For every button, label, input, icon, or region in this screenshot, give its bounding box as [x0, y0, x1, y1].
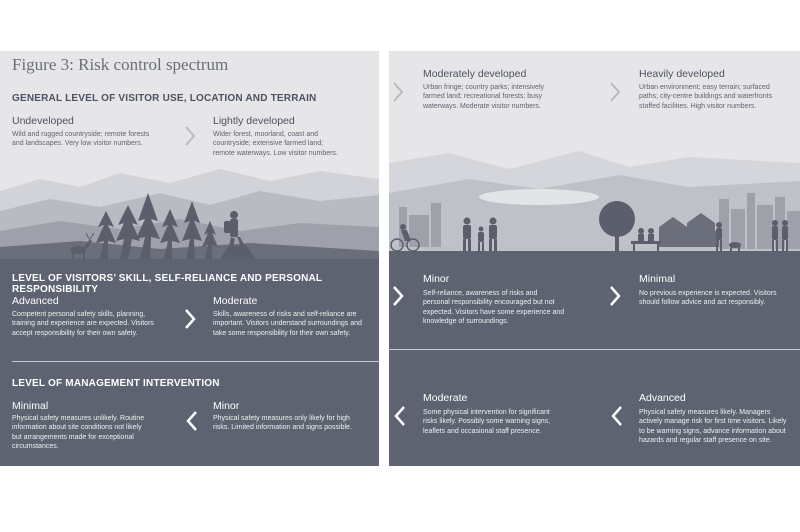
use-level-lightly-developed-desc — [213, 130, 338, 158]
desc-line: personal responsibility encouraged but not — [423, 299, 555, 307]
chevron-right-icon — [391, 81, 405, 103]
section-divider — [12, 361, 379, 362]
skill-level-moderate-title: Moderate — [213, 295, 258, 307]
desc-line: training and experience are expected. Visitors — [12, 320, 154, 328]
management-level-minor-title: Minor — [213, 400, 240, 412]
desc-line: Some physical intervention for significant — [423, 409, 550, 416]
skill-level-advanced-title: Advanced — [12, 295, 59, 307]
skill-level-minimal-desc — [639, 289, 777, 308]
chevron-left-icon — [185, 410, 199, 432]
use-level-heavily-developed-title: Heavily developed — [639, 68, 725, 80]
desc-line: Self-reliance, awareness of risks and — [423, 290, 538, 297]
desc-line: Physical safety measures likely. Managers — [639, 409, 771, 416]
management-level-minimal-desc — [12, 414, 144, 452]
desc-line: should follow advice and act responsibly. — [639, 299, 766, 307]
management-level-moderate-title: Moderate — [423, 392, 468, 404]
desc-line: leaflets and occasional staff presence. — [423, 427, 542, 435]
desc-line: risks. Limited information and signs possible. — [213, 424, 352, 432]
desc-line: waterways. Moderate visitor numbers. — [423, 102, 541, 110]
desc-line: paths; city-centre buildings and waterfronts — [639, 93, 773, 101]
desc-line: to be warning signs, advance information about — [639, 427, 786, 435]
desc-line: Skills, awareness of risks and self-reliance are — [213, 311, 357, 318]
desc-line: important. Visitors understand surroundings and — [213, 320, 362, 328]
chevron-left-icon — [393, 405, 407, 427]
skill-level-advanced-desc — [12, 310, 154, 338]
desc-line: countryside; extensive farmed land; — [213, 140, 324, 148]
desc-line: Wider forest, moorland, coast and — [213, 131, 319, 138]
use-level-lightly-developed-title: Lightly developed — [213, 115, 295, 127]
desc-line: staffed facilities. High visitor numbers. — [639, 102, 757, 110]
desc-line: farmed land; recreational forests; busy — [423, 93, 543, 101]
desc-line: Urban fringe; country parks; intensively — [423, 84, 544, 91]
management-level-advanced-desc — [639, 408, 786, 446]
use-level-undeveloped-desc — [12, 130, 149, 149]
use-level-moderately-developed-title: Moderately developed — [423, 68, 527, 80]
chevron-right-icon — [608, 285, 622, 307]
desc-line: Physical safety measures unlikely. Routine — [12, 415, 145, 422]
desc-line: expected. Visitors have some experience and — [423, 308, 565, 316]
desc-line: hazards and regular staff presence on site. — [639, 437, 772, 445]
chevron-right-icon — [391, 285, 405, 307]
management-level-minor-desc — [213, 414, 352, 433]
section-heading-visitor-use: GENERAL LEVEL OF VISITOR USE, LOCATION AND TERRAIN — [12, 93, 317, 104]
right-panel — [389, 51, 800, 466]
left-panel — [0, 51, 379, 466]
use-level-moderately-developed-desc — [423, 83, 544, 111]
skill-level-minimal-title: Minimal — [639, 273, 676, 285]
desc-line: but arrangements made for exceptional — [12, 433, 134, 441]
desc-line: Urban environment; easy terrain; surfaced — [639, 84, 770, 91]
chevron-left-icon — [610, 405, 624, 427]
skill-level-minor-title: Minor — [423, 273, 450, 285]
desc-line: accept responsibility for their own safety. — [12, 329, 138, 337]
use-level-undeveloped-title: Undeveloped — [12, 115, 74, 127]
chevron-right-icon — [608, 81, 622, 103]
desc-line: Wild and rugged countryside; remote forests — [12, 131, 150, 138]
desc-line: risks likely. Possibly some warning signs, — [423, 418, 551, 426]
desc-line: and landscapes. Very low visitor numbers. — [12, 140, 143, 148]
developed-landscape-illustration — [389, 123, 800, 259]
desc-line: knowledge of surroundings. — [423, 318, 509, 326]
skill-level-minor-desc — [423, 289, 564, 327]
section-divider — [389, 349, 800, 350]
section-heading-management: LEVEL OF MANAGEMENT INTERVENTION — [12, 378, 220, 389]
desc-line: No previous experience is expected. Visitors — [639, 290, 777, 297]
figure-title: Figure 3: Risk control spectrum — [12, 55, 229, 74]
wild-landscape-illustration — [0, 161, 379, 259]
chevron-right-icon — [183, 125, 197, 147]
desc-line: take some responsibility for their own safety. — [213, 329, 351, 337]
management-level-minimal-title: Minimal — [12, 400, 49, 412]
section-heading-skill: LEVEL OF VISITORS’ SKILL, SELF-RELIANCE AND PERSONAL RESPONSIBILITY — [12, 273, 323, 295]
desc-line: remote waterways. Low visitor numbers. — [213, 149, 338, 157]
use-level-heavily-developed-desc — [639, 83, 772, 111]
skill-level-moderate-desc — [213, 310, 362, 338]
desc-line: Competent personal safety skills, planning, — [12, 311, 146, 318]
management-level-moderate-desc — [423, 408, 550, 436]
desc-line: circumstances. — [12, 443, 59, 451]
management-level-advanced-title: Advanced — [639, 392, 686, 404]
desc-line: actively manage risk for first time visitors. Likely — [639, 418, 787, 426]
desc-line: information about site conditions not likely — [12, 424, 142, 432]
desc-line: Physical safety measures only likely for high — [213, 415, 350, 422]
chevron-right-icon — [183, 308, 197, 330]
